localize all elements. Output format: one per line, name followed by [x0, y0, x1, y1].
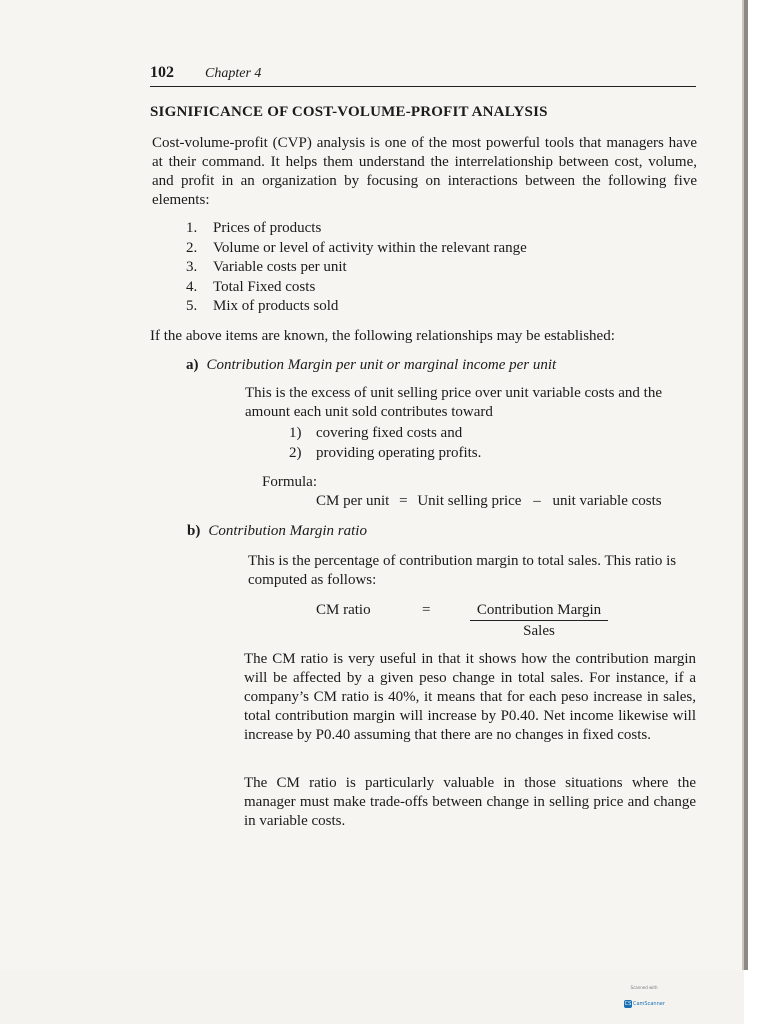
page-header — [150, 64, 696, 87]
camscanner-logo-icon: CS — [624, 1001, 632, 1007]
list-item: 2) providing operating profits. — [289, 444, 482, 461]
relationships-intro: If the above items are known, the following relationships may be established: — [150, 328, 615, 344]
list-item: 5. Mix of products sold — [186, 298, 339, 314]
scanner-watermark: Scanned with CS CamScanner — [624, 985, 665, 1007]
list-item: 1. Prices of products — [186, 220, 322, 236]
elements-list — [186, 219, 527, 317]
page-number: 102 — [150, 64, 174, 81]
cm-per-unit-formula: CM per unit = Unit selling price – unit variable costs — [316, 493, 662, 509]
fraction-denominator: Sales — [523, 623, 555, 639]
chapter-label: Chapter 4 — [205, 66, 262, 81]
cm-ratio-value-paragraph: The CM ratio is particularly valuable in those situations where the manager must make trade-offs between change in selling price and change in variable costs. — [244, 775, 696, 829]
list-item: 2. Volume or level of activity within the relevant range — [186, 239, 527, 256]
list-item: 1) covering fixed costs and — [289, 425, 463, 441]
cm-per-unit-description: This is the excess of unit selling price over unit variable costs and the amount each unit sold contributes toward — [245, 385, 662, 420]
fraction-numerator: Contribution Margin — [470, 602, 608, 621]
intro-paragraph: Cost-volume-profit (CVP) analysis is one of the most powerful tools that managers have at their command. It helps them understand the interrelationship between cost, volume, and profit in an organization by focusing on interactions between the following five elements: — [152, 135, 697, 208]
cm-ratio-formula: CM ratio = Contribution Margin Sales — [316, 602, 616, 642]
cm-ratio-description: This is the percentage of contribution margin to total sales. This ratio is computed as follows: — [248, 553, 677, 588]
list-item: 3. Variable costs per unit — [186, 259, 347, 275]
page-edge — [744, 0, 768, 1024]
subheading-cm-ratio: b) Contribution Margin ratio — [187, 523, 367, 539]
cm-ratio-usefulness-paragraph: The CM ratio is very useful in that it shows how the contribution margin will be affected by a given peso change in total sales. For instance, if a company’s CM ratio is 40%, it means that for each peso increase in sales, total contribution margin will increase by P0.40. Net income likewise will increase by P0.40 assuming that there are no changes in fixed costs. — [244, 651, 696, 743]
subheading-cm-per-unit: a) Contribution Margin per unit or marginal income per unit — [186, 357, 557, 373]
list-item: 4. Total Fixed costs — [186, 278, 316, 295]
formula-label: Formula: — [262, 474, 317, 490]
section-title: SIGNIFICANCE OF COST-VOLUME-PROFIT ANALYSIS — [150, 104, 548, 120]
cm-purpose-list — [289, 424, 481, 463]
